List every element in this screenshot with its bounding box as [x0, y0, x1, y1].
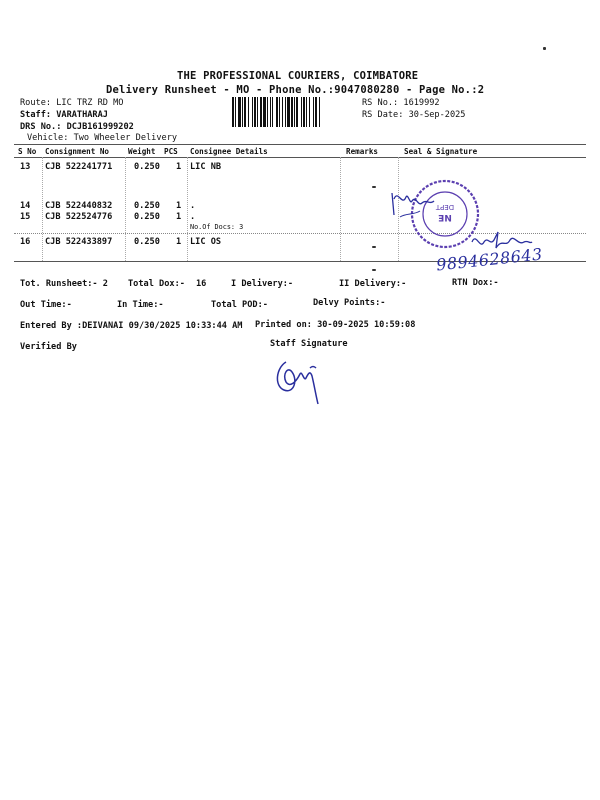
handwritten-phone: 9894628643 [435, 244, 544, 275]
row-pcs: 1 [176, 212, 182, 222]
col-header-weight: Weight [128, 147, 156, 156]
row-consignment: CJB 522524776 [45, 212, 113, 222]
total-pod: Total POD:- [211, 300, 268, 310]
row-sno: 14 [20, 201, 31, 211]
table-header-rule [14, 157, 586, 158]
receiver-signature-image [388, 185, 438, 227]
tot-runsheet: Tot. Runsheet:- 2 [20, 279, 108, 289]
staff-signature-label: Staff Signature [270, 339, 348, 349]
row-sno: 15 [20, 212, 31, 222]
col-divider [187, 157, 188, 261]
delvy-points: Delvy Points:- [313, 298, 386, 308]
scan-mark [543, 47, 546, 50]
scan-mark [372, 269, 376, 271]
entered-by: Entered By :DEIVANAI 09/30/2025 10:33:44 AM [20, 321, 243, 331]
row-consignment: CJB 522433897 [45, 237, 113, 247]
col-divider [42, 157, 43, 261]
runsheet-subtitle: Delivery Runsheet - MO - Phone No.:9047080280 - Page No.:2 [106, 84, 485, 96]
col-header-consignment: Consignment No [45, 147, 110, 156]
row-sno: 16 [20, 237, 31, 247]
row-docs-note: No.Of Docs: 3 [190, 223, 244, 231]
row-weight: 0.250 [134, 201, 160, 211]
row-weight: 0.250 [134, 237, 160, 247]
col-header-seal: Seal & Signature [404, 147, 478, 156]
scan-mark [372, 186, 376, 188]
col-header-remarks: Remarks [346, 147, 379, 156]
row-consignee: LIC OS [190, 237, 222, 247]
table-top-rule [14, 144, 586, 145]
col-header-consignee: Consignee Details [190, 147, 268, 156]
staff-signature-image [272, 352, 332, 408]
total-dox-value: 16 [196, 279, 207, 289]
row-consignment: CJB 522241771 [45, 162, 113, 172]
vehicle-label: Vehicle: Two Wheeler Delivery [27, 133, 178, 143]
rs-number: RS No.: 1619992 [362, 98, 440, 108]
col-header-pcs: PCS [164, 147, 178, 156]
printed-on: Printed on: 30-09-2025 10:59:08 [255, 320, 416, 330]
row-pcs: 1 [176, 237, 182, 247]
svg-text:NE: NE [438, 212, 452, 222]
row-pcs: 1 [176, 201, 182, 211]
row-consignee: . [190, 201, 196, 211]
row-sno: 13 [20, 162, 31, 172]
scan-mark [372, 246, 376, 248]
ii-delivery: II Delivery:- [339, 279, 407, 289]
col-header-sno: S No [18, 147, 37, 156]
row-consignment: CJB 522440832 [45, 201, 113, 211]
rtn-dox: RTN Dox:- [452, 278, 499, 288]
col-divider [340, 157, 341, 261]
out-time: Out Time:- [20, 300, 72, 310]
total-dox-label: Total Dox:- [128, 279, 185, 289]
barcode-image [232, 97, 358, 127]
svg-text:DEPT: DEPT [435, 203, 455, 211]
row-weight: 0.250 [134, 162, 160, 172]
in-time: In Time:- [117, 300, 164, 310]
rs-date: RS Date: 30-Sep-2025 [362, 110, 466, 120]
i-delivery: I Delivery:- [231, 279, 294, 289]
row-weight: 0.250 [134, 212, 160, 222]
col-divider [125, 157, 126, 261]
company-name: THE PROFESSIONAL COURIERS, COIMBATORE [177, 70, 419, 82]
staff-label: Staff: VARATHARAJ [20, 110, 108, 120]
verified-by: Verified By [20, 342, 77, 352]
drs-number: DRS No.: DCJB161999202 [20, 122, 134, 132]
row-consignee: . [190, 212, 196, 222]
route-label: Route: LIC TRZ RD MO [20, 98, 124, 108]
row-consignee: LIC NB [190, 162, 222, 172]
row-pcs: 1 [176, 162, 182, 172]
